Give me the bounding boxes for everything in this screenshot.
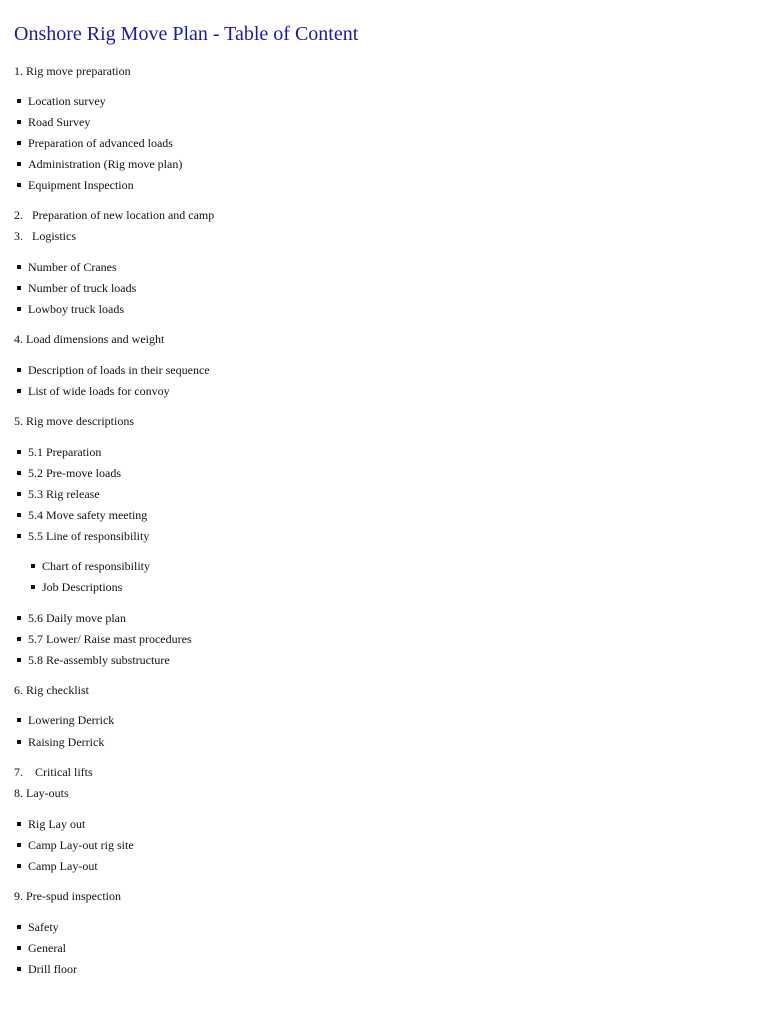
list-item: 5.6 Daily move plan (28, 611, 126, 625)
list-item: Administration (Rig move plan) (28, 157, 183, 171)
list-item: Location survey (28, 94, 106, 108)
list-item: Camp Lay-out rig site (28, 838, 134, 852)
section-heading-1: 1. Rig move preparation (14, 64, 131, 78)
list-item: 5.7 Lower/ Raise mast procedures (28, 632, 192, 646)
section-heading-9: 9. Pre-spud inspection (14, 889, 121, 903)
section-heading-6: 6. Rig checklist (14, 683, 89, 697)
list-item: Rig Lay out (28, 817, 86, 831)
section-heading-2: 2. Preparation of new location and camp (14, 208, 215, 222)
list-item: Drill floor (28, 962, 77, 976)
list-item: Number of Cranes (28, 260, 117, 274)
list-item: Preparation of advanced loads (28, 136, 173, 150)
list-item: Road Survey (28, 115, 91, 129)
section-heading-7: 7. Critical lifts (14, 765, 93, 779)
list-item: 5.1 Preparation (28, 445, 102, 459)
list-item: Lowering Derrick (28, 713, 115, 727)
list-item: Safety (28, 920, 59, 934)
page-title: Onshore Rig Move Plan - Table of Content (14, 23, 359, 45)
list-item: Equipment Inspection (28, 178, 134, 192)
section-heading-4: 4. Load dimensions and weight (14, 332, 165, 346)
list-item: Description of loads in their sequence (28, 363, 210, 377)
list-item: 5.5 Line of responsibility (28, 529, 150, 543)
list-item: 5.3 Rig release (28, 487, 100, 501)
sub-list-item: Job Descriptions (42, 580, 123, 594)
list-item: Lowboy truck loads (28, 302, 124, 316)
section-heading-8: 8. Lay-outs (14, 786, 69, 800)
list-item: General (28, 941, 66, 955)
list-item: 5.4 Move safety meeting (28, 508, 148, 522)
list-item: 5.8 Re-assembly substructure (28, 653, 170, 667)
sub-list-item: Chart of responsibility (42, 559, 150, 573)
section-heading-5: 5. Rig move descriptions (14, 414, 134, 428)
list-item: Camp Lay-out (28, 859, 98, 873)
list-item: Raising Derrick (28, 735, 105, 749)
list-item: List of wide loads for convoy (28, 384, 170, 398)
list-item: 5.2 Pre-move loads (28, 466, 121, 480)
list-item: Number of truck loads (28, 281, 137, 295)
section-heading-3: 3. Logistics (14, 229, 76, 243)
